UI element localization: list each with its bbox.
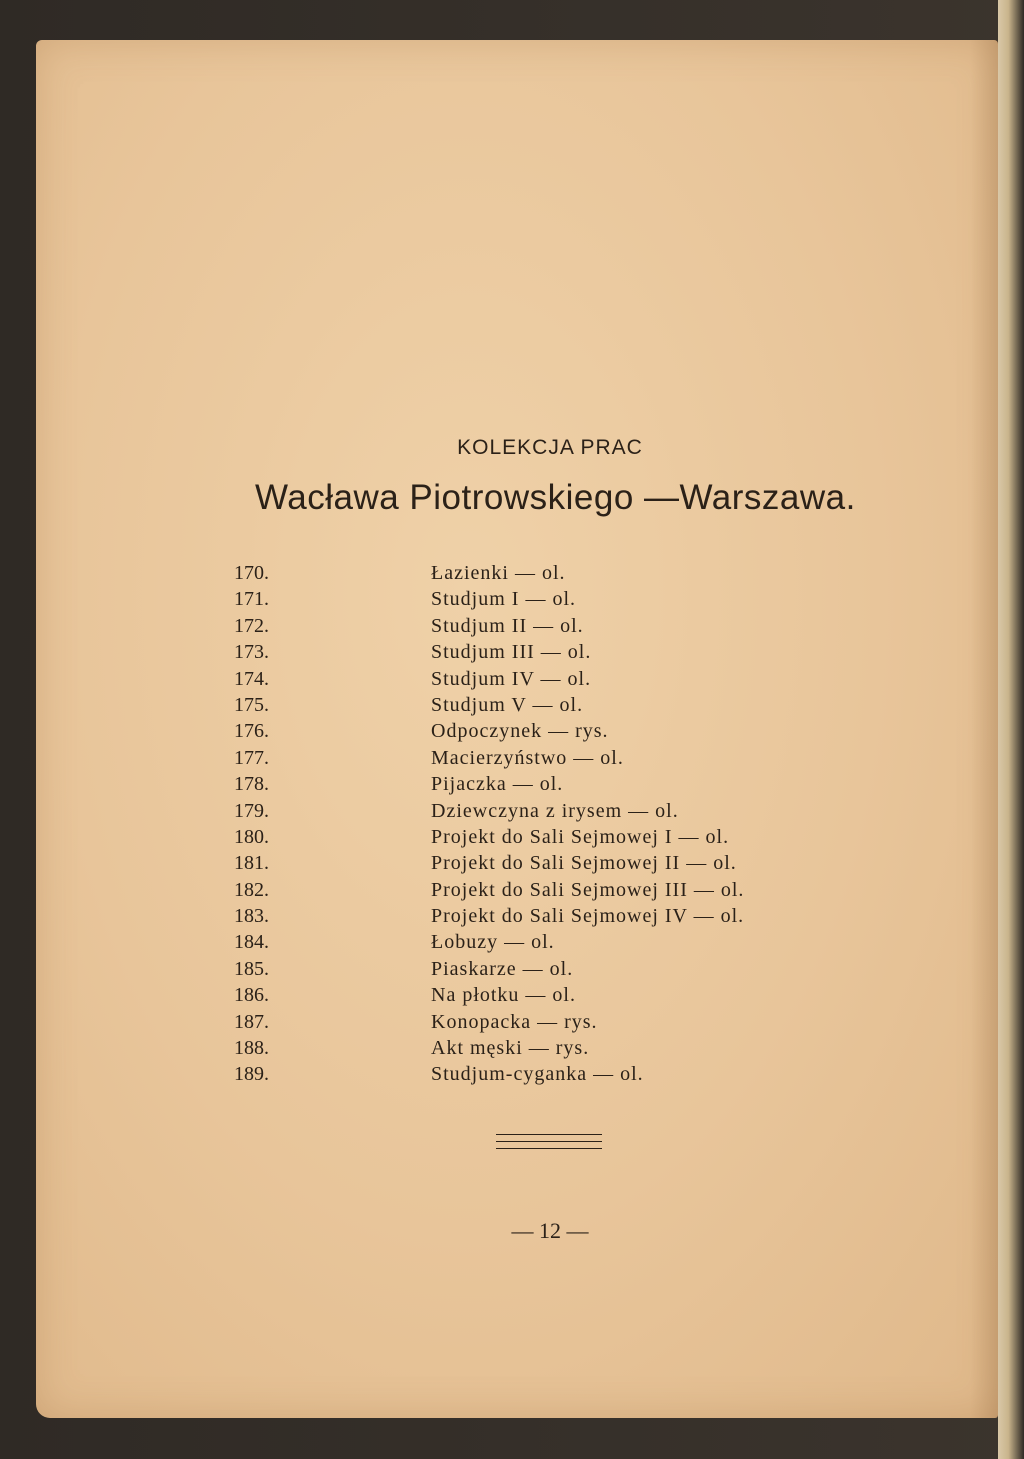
item-number: 184. bbox=[234, 931, 269, 954]
item-title: Dziewczyna z irysem — ol. bbox=[431, 799, 679, 822]
item-number: 182. bbox=[234, 878, 269, 901]
item-title: Piaskarze — ol. bbox=[431, 957, 574, 980]
list-item bbox=[234, 1061, 744, 1087]
item-title: Odpoczynek — rys. bbox=[431, 720, 609, 743]
item-title: Studjum III — ol. bbox=[431, 641, 592, 664]
works-list bbox=[234, 560, 744, 1088]
item-number: 186. bbox=[234, 984, 269, 1007]
item-title: Konopacka — rys. bbox=[431, 1010, 598, 1033]
item-title: Projekt do Sali Sejmowej III — ol. bbox=[431, 878, 745, 901]
item-number: 188. bbox=[234, 1037, 269, 1060]
divider-rule bbox=[496, 1148, 602, 1149]
item-number: 170. bbox=[234, 562, 269, 584]
list-item bbox=[234, 850, 744, 876]
item-title: Pijaczka — ol. bbox=[431, 773, 564, 796]
item-number: 174. bbox=[234, 667, 269, 690]
item-number: 181. bbox=[234, 852, 269, 875]
item-number: 185. bbox=[234, 957, 269, 980]
list-item bbox=[234, 877, 744, 903]
item-number: 175. bbox=[234, 693, 269, 716]
item-title: Projekt do Sali Sejmowej IV — ol. bbox=[431, 905, 745, 928]
item-number: 179. bbox=[234, 799, 269, 822]
item-title: Studjum II — ol. bbox=[431, 614, 584, 637]
item-number: 187. bbox=[234, 1010, 269, 1033]
page-number: — 12 — bbox=[511, 1218, 589, 1243]
item-number: 173. bbox=[234, 641, 269, 664]
page-edge-shadow bbox=[970, 40, 998, 1418]
item-number: 177. bbox=[234, 746, 269, 769]
item-title: Studjum V — ol. bbox=[431, 693, 584, 716]
list-item bbox=[234, 771, 744, 797]
list-item bbox=[234, 560, 744, 586]
item-number: 172. bbox=[234, 614, 269, 637]
list-item bbox=[234, 956, 744, 982]
item-title: Akt męski — rys. bbox=[431, 1037, 590, 1060]
item-title: Studjum IV — ol. bbox=[431, 667, 592, 690]
list-item bbox=[234, 613, 744, 639]
item-title: Macierzyństwo — ol. bbox=[431, 746, 624, 769]
item-number: 171. bbox=[234, 588, 269, 611]
divider-rule bbox=[496, 1141, 602, 1142]
item-title: Łazienki — ol. bbox=[431, 562, 566, 584]
item-number: 178. bbox=[234, 773, 269, 796]
page-title: Wacława Piotrowskiego —Warszawa. bbox=[255, 478, 856, 517]
item-title: Projekt do Sali Sejmowej II — ol. bbox=[431, 852, 737, 875]
list-item bbox=[234, 982, 744, 1008]
list-item bbox=[234, 1009, 744, 1035]
item-title: Łobuzy — ol. bbox=[431, 931, 555, 954]
list-item bbox=[234, 1035, 744, 1061]
divider-rule bbox=[496, 1134, 602, 1135]
item-title: Studjum-cyganka — ol. bbox=[431, 1063, 644, 1086]
item-title: Na płotku — ol. bbox=[431, 984, 576, 1007]
list-item bbox=[234, 666, 744, 692]
list-item bbox=[234, 903, 744, 929]
list-item bbox=[234, 824, 744, 850]
collection-heading: KOLEKCJA PRAC bbox=[457, 436, 643, 459]
item-title: Studjum I — ol. bbox=[431, 588, 577, 611]
list-item bbox=[234, 929, 744, 955]
item-number: 180. bbox=[234, 825, 269, 848]
list-item bbox=[234, 718, 744, 744]
item-number: 189. bbox=[234, 1063, 269, 1086]
list-item bbox=[234, 692, 744, 718]
list-item bbox=[234, 639, 744, 665]
list-item bbox=[234, 798, 744, 824]
list-item bbox=[234, 586, 744, 612]
item-title: Projekt do Sali Sejmowej I — ol. bbox=[431, 825, 730, 848]
item-number: 183. bbox=[234, 905, 269, 928]
item-number: 176. bbox=[234, 720, 269, 743]
list-item bbox=[234, 745, 744, 771]
